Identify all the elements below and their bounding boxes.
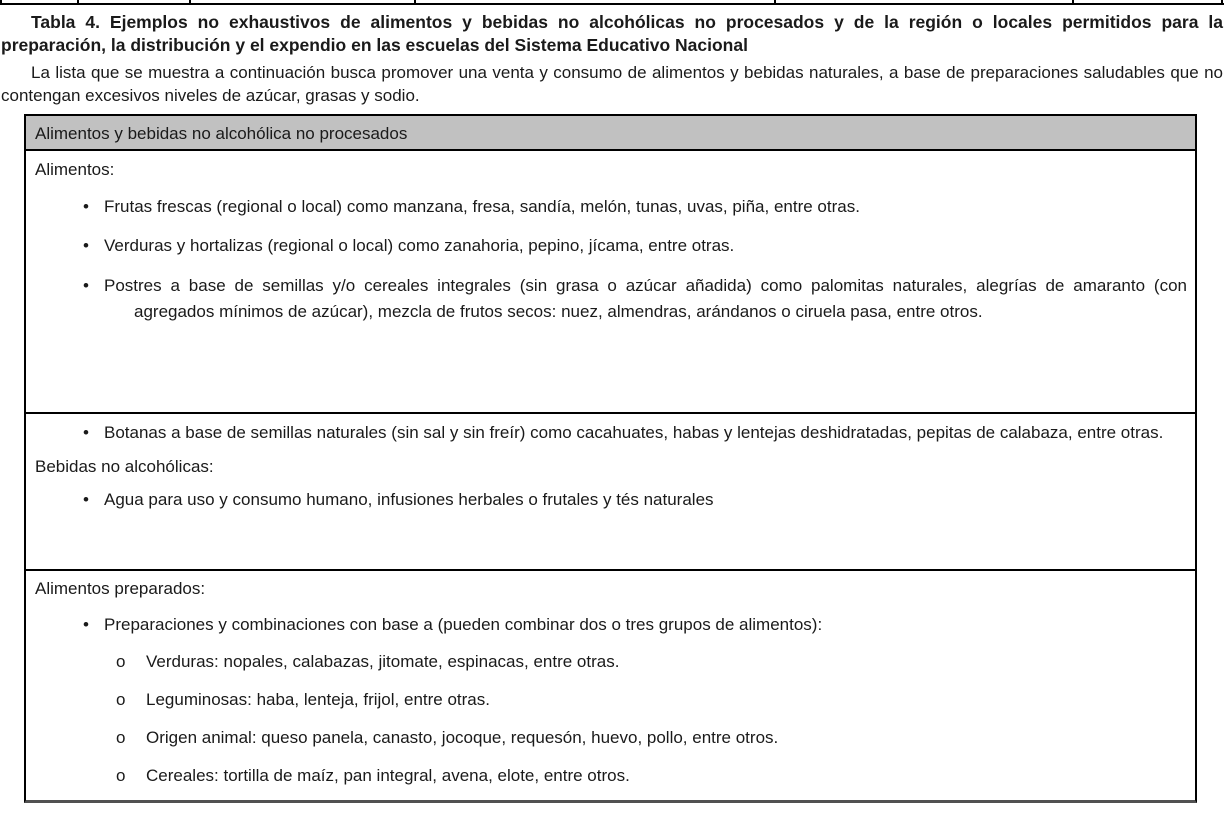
list-item-text: Postres a base de semillas y/o cereales integrales (sin grasa o azúcar añadida) como palomitas naturales, alegrías de amaranto (con agregados mínimos de azúcar), mezcla de frutos secos: nuez, almendras, arándanos o ciruela pasa, entre otros. <box>104 276 1187 321</box>
table-row-botanas-bebidas <box>26 412 1195 569</box>
list-item-text: Frutas frescas (regional o local) como manzana, fresa, sandía, melón, tunas, uvas, piña, entre otras. <box>104 197 860 216</box>
section-heading-bebidas: Bebidas no alcohólicas: <box>35 457 214 476</box>
sub-list-item-text: Leguminosas: haba, lenteja, frijol, entre otras. <box>146 690 490 709</box>
column-divider-tick <box>1072 0 1074 5</box>
sub-list-item-text: Cereales: tortilla de maíz, pan integral, avena, elote, entre otros. <box>146 766 630 785</box>
previous-table-bottom-edge <box>0 0 1224 5</box>
list-item <box>26 233 1195 259</box>
table-row-alimentos <box>26 151 1195 412</box>
list-item-text: Botanas a base de semillas naturales (sin sal y sin freír) como cacahuates, habas y lentejas deshidratadas, pepitas de calabaza, entre otras. <box>104 423 1164 442</box>
section-heading-alimentos: Alimentos: <box>35 160 115 179</box>
bullet-dot-icon: • <box>83 615 89 634</box>
column-divider-tick <box>1221 0 1223 5</box>
food-table <box>24 114 1197 803</box>
table-header-label: Alimentos y bebidas no alcohólica no procesados <box>35 124 408 143</box>
column-divider-tick <box>414 0 416 5</box>
bullet-dot-icon: • <box>83 276 89 295</box>
circle-marker-icon: o <box>116 766 126 785</box>
table-caption: Tabla 4. Ejemplos no exhaustivos de alimentos y bebidas no alcohólicas no procesados y de la región o locales permitidos para la preparación, la distribución y el expendio en las escuelas del Sistema Educativo Nacional <box>1 12 1223 55</box>
column-divider-tick <box>774 0 776 5</box>
bullet-dot-icon: • <box>83 490 89 509</box>
list-item-text: Agua para uso y consumo humano, infusiones herbales o frutales y tés naturales <box>104 490 714 509</box>
sub-list-item <box>26 651 1195 673</box>
list-item-text: Preparaciones y combinaciones con base a (pueden combinar dos o tres grupos de alimentos): <box>104 615 823 634</box>
bullet-dot-icon: • <box>83 236 89 255</box>
intro-paragraph: La lista que se muestra a continuación busca promover una venta y consumo de alimentos y bebidas naturales, a base de preparaciones saludables que no contengan excesivos niveles de azúcar, grasas y sodio. <box>1 63 1223 105</box>
list-item-text: Verduras y hortalizas (regional o local) como zanahoria, pepino, jícama, entre otras. <box>104 236 735 255</box>
column-divider-tick <box>189 0 191 5</box>
list-item <box>26 273 1195 325</box>
bullet-dot-icon: • <box>83 197 89 216</box>
sub-list-item <box>26 765 1195 787</box>
sub-list-item <box>26 689 1195 711</box>
list-item <box>26 612 1195 638</box>
sub-list-item <box>26 727 1195 749</box>
column-divider-tick <box>77 0 79 5</box>
list-item <box>26 420 1195 446</box>
table-row-alimentos-preparados <box>26 569 1195 800</box>
circle-marker-icon: o <box>116 652 126 671</box>
section-heading-preparados: Alimentos preparados: <box>35 579 206 598</box>
sub-list-item-text: Origen animal: queso panela, canasto, jocoque, requesón, huevo, pollo, entre otros. <box>146 728 779 747</box>
circle-marker-icon: o <box>116 690 126 709</box>
sub-list-item-text: Verduras: nopales, calabazas, jitomate, espinacas, entre otras. <box>146 652 620 671</box>
column-divider-tick <box>0 0 2 5</box>
bullet-dot-icon: • <box>83 423 89 442</box>
circle-marker-icon: o <box>116 728 126 747</box>
list-item <box>26 487 1195 513</box>
table-header-row <box>26 116 1195 151</box>
list-item <box>26 194 1195 220</box>
